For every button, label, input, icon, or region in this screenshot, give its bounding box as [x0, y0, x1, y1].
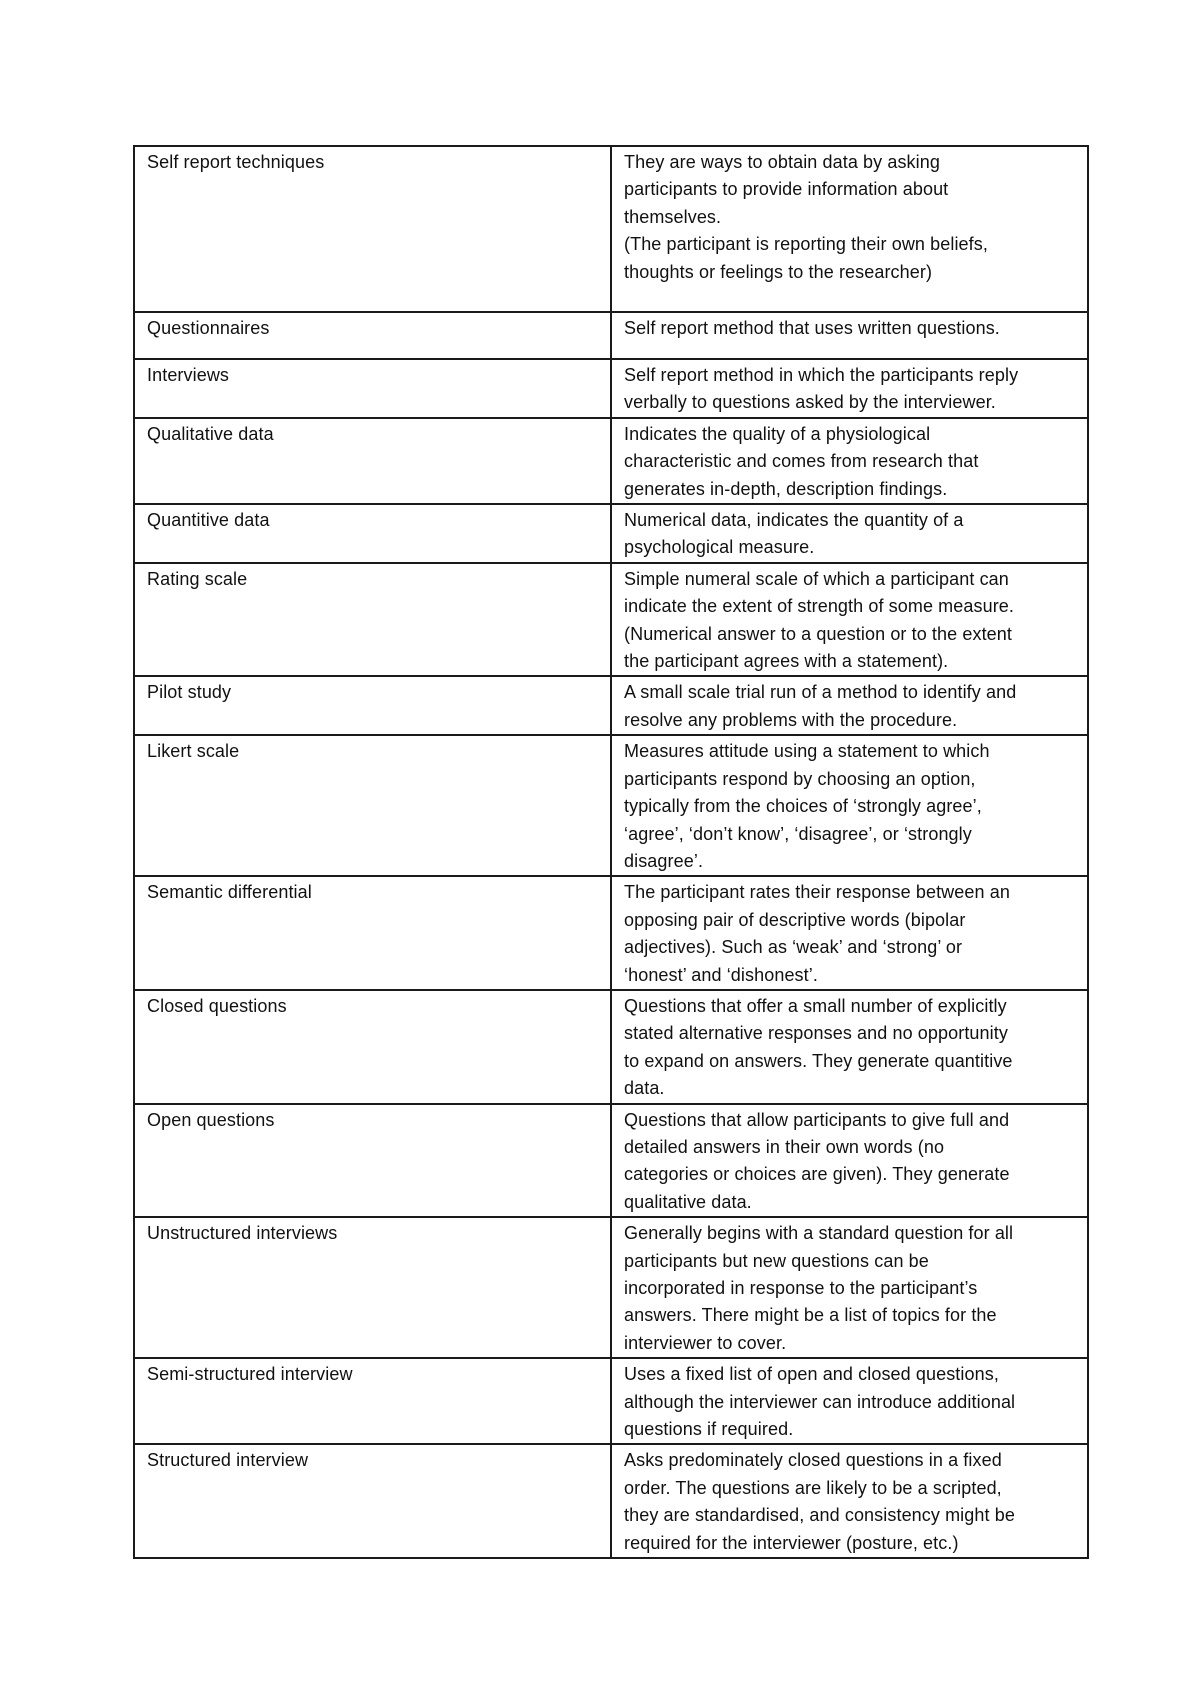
term-cell: Unstructured interviews: [134, 1217, 611, 1358]
table-row: [134, 1444, 1088, 1558]
definition-cell: Indicates the quality of a physiological characteristic and comes from research that generates in-depth, description findings.: [611, 418, 1088, 504]
definition-cell: Generally begins with a standard question for all participants but new questions can be incorporated in response to the participant’s answers. There might be a list of topics for the interviewer to cover.: [611, 1217, 1088, 1358]
term-cell: Self report techniques: [134, 146, 611, 312]
table-row: [134, 563, 1088, 677]
table-row: [134, 676, 1088, 735]
definition-cell: Asks predominately closed questions in a fixed order. The questions are likely to be a scripted, they are standardised, and consistency might be required for the interviewer (posture, etc.): [611, 1444, 1088, 1558]
table-row: [134, 418, 1088, 504]
glossary-table: [133, 145, 1089, 1559]
definition-cell: Numerical data, indicates the quantity of a psychological measure.: [611, 504, 1088, 563]
table-row: [134, 146, 1088, 312]
term-cell: Open questions: [134, 1104, 611, 1218]
definition-cell: Questions that offer a small number of explicitly stated alternative responses and no opportunity to expand on answers. They generate quantitive data.: [611, 990, 1088, 1104]
table-row: [134, 312, 1088, 359]
definition-cell: Self report method that uses written questions.: [611, 312, 1088, 359]
term-cell: Rating scale: [134, 563, 611, 677]
definition-cell: A small scale trial run of a method to identify and resolve any problems with the procedure.: [611, 676, 1088, 735]
table-row: [134, 1217, 1088, 1358]
table-row: [134, 735, 1088, 876]
table-row: [134, 876, 1088, 990]
term-cell: Semi-structured interview: [134, 1358, 611, 1444]
table-row: [134, 990, 1088, 1104]
term-cell: Qualitative data: [134, 418, 611, 504]
term-cell: Interviews: [134, 359, 611, 418]
table-row: [134, 1358, 1088, 1444]
definition-cell: Questions that allow participants to give full and detailed answers in their own words (no categories or choices are given). They generate qualitative data.: [611, 1104, 1088, 1218]
term-cell: Closed questions: [134, 990, 611, 1104]
table-row: [134, 504, 1088, 563]
term-cell: Likert scale: [134, 735, 611, 876]
term-cell: Quantitive data: [134, 504, 611, 563]
definition-cell: Self report method in which the participants reply verbally to questions asked by the interviewer.: [611, 359, 1088, 418]
table-row: [134, 359, 1088, 418]
term-cell: Structured interview: [134, 1444, 611, 1558]
definition-cell: They are ways to obtain data by asking participants to provide information about themselves. (The participant is reporting their own beliefs, thoughts or feelings to the researcher): [611, 146, 1088, 312]
definition-cell: Simple numeral scale of which a participant can indicate the extent of strength of some measure. (Numerical answer to a question or to the extent the participant agrees with a statement).: [611, 563, 1088, 677]
definition-cell: The participant rates their response between an opposing pair of descriptive words (bipolar adjectives). Such as ‘weak’ and ‘strong’ or ‘honest’ and ‘dishonest’.: [611, 876, 1088, 990]
term-cell: Pilot study: [134, 676, 611, 735]
definition-cell: Uses a fixed list of open and closed questions, although the interviewer can introduce additional questions if required.: [611, 1358, 1088, 1444]
term-cell: Semantic differential: [134, 876, 611, 990]
definition-cell: Measures attitude using a statement to which participants respond by choosing an option, typically from the choices of ‘strongly agree’, ‘agree’, ‘don’t know’, ‘disagree’, or ‘strongly disagree’.: [611, 735, 1088, 876]
term-cell: Questionnaires: [134, 312, 611, 359]
table-row: [134, 1104, 1088, 1218]
